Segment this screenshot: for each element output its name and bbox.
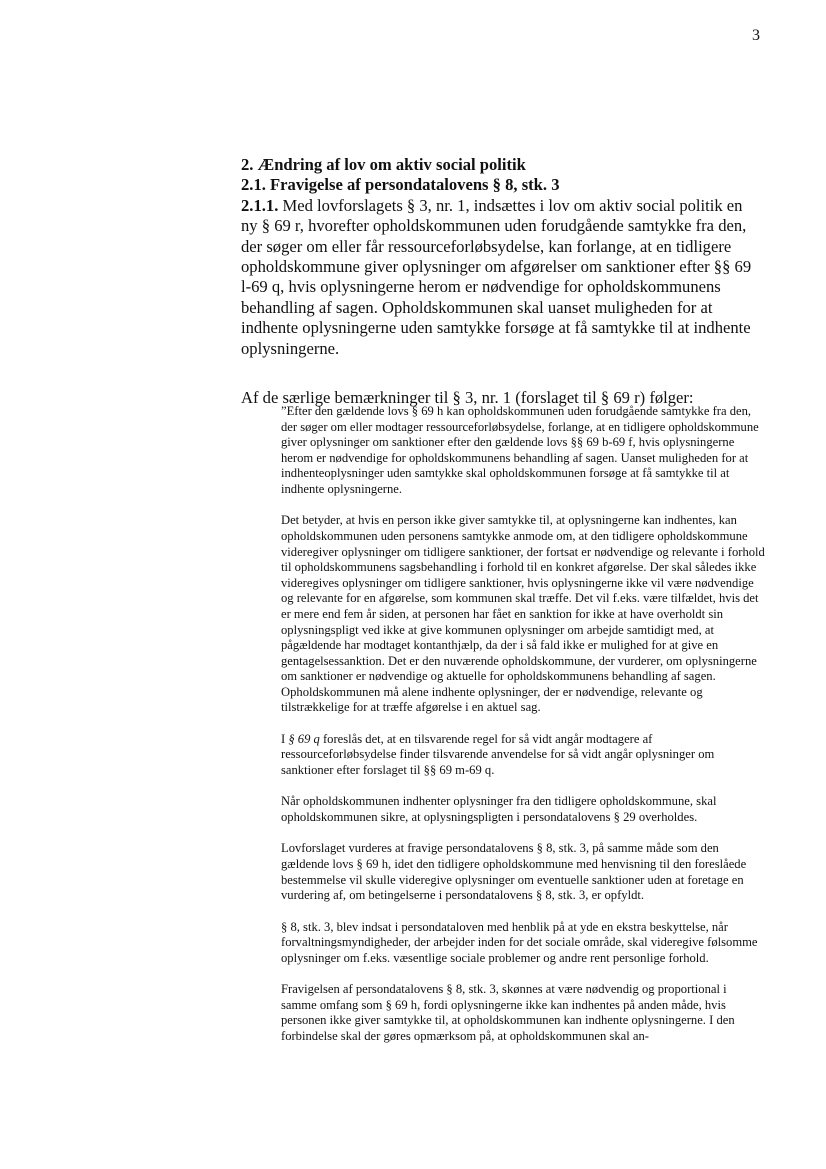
quote-paragraph-7: Fravigelsen af persondatalovens § 8, stk. 3, skønnes at være nødvendig og proportional i samme omfang som § 69 h, fordi oplysningerne ikke kan indhentes på anden måde, hvis personen ikke giver samtykke til, at opholdskommunen kan indhente oplysningerne. I den forbindelse skal der gøres opmærksom på, at opholdskommunen skal an-	[281, 982, 735, 1043]
subsection-heading: 2.1. Fravigelse af persondatalovens § 8, stk. 3	[241, 175, 560, 195]
quote-intro: Af de særlige bemærkninger til § 3, nr. 1 (forslaget til § 69 r) følger:	[241, 388, 694, 408]
quote-paragraph-1: ”Efter den gældende lovs § 69 h kan opholdskommunen uden forudgående samtykke fra den, der søger om eller modtager ressourceforløbsydelse, forlange, at en tidligere opholdskommune giver oplysninger om sanktioner efter den gældende lovs §§ 69 b-69 f, hvis oplysningerne herom er nødvendige for opholdskommunens behandling af sagen. Uanset muligheden for at indhenteoplysninger uden samtykke skal opholdskommunen forsøge at få samtykke til at indhente oplysningerne.	[281, 404, 759, 496]
quote-paragraph-6: § 8, stk. 3, blev indsat i persondataloven med henblik på at yde en ekstra beskyttelse, når forvaltningsmyndigheder, der arbejder inden for det sociale område, skal videregive følsomme oplysninger om f.eks. væsentlige sociale problemer og andre rent personlige forhold.	[281, 919, 758, 965]
main-text	[241, 155, 761, 408]
quote-p3-text: foreslås det, at en tilsvarende regel for så vidt angår modtagere af ressourceforløbsydelse finder tilsvarende anvendelse for så vidt angår oplysninger om sanktioner efter forslaget til §§ 69 m-69 q.	[281, 731, 715, 778]
quote-paragraph-2: Det betyder, at hvis en person ikke giver samtykke til, at oplysningerne kan indhentes, kan opholdskommunen uden personens samtykke anmode om, at den tidligere opholdskommune videregiver oplysninger om tidligere sanktioner, der fortsat er nødvendige og relevante i forhold til opholdskommunens sagsbehandling i forhold til en konkret afgørelse. Der skal således ikke videregives oplysninger om tidligere sanktioner, hvis oplysningerne ikke vil være nødvendige og relevante for en afgørelse, som kommunen skal træffe. Det vil f.eks. være tilfældet, hvis det er mere end fem år siden, at personen har fået en sanktion for ikke at have overholdt sin oplysningspligt ved ikke at give kommunen oplysninger om arbejde samtidigt med, at pågældende har modtaget kontanthjælp, da der i så fald ikke er mulighed for at give en gentagelsessanktion. Det er den nuværende opholdskommune, der vurderer, om oplysningerne om sanktioner er nødvendige og aktuelle for opholdskommunens behandling af sagen. Opholdskommunen må alene indhente oplysninger, der er nødvendige, relevante og tilstrækkelige for at træffe afgørelse i en aktuel sag.	[281, 513, 765, 715]
quote-paragraph-4: Når opholdskommunen indhenter oplysninger fra den tidligere opholdskommune, skal opholdskommunen sikre, at oplysningspligten i persondatalovens § 29 overholdes.	[281, 794, 717, 825]
quoted-remarks	[281, 404, 765, 1060]
section-number: 2.1.1.	[241, 195, 279, 215]
quote-paragraph-5: Lovforslaget vurderes at fravige persondatalovens § 8, stk. 3, på samme måde som den gældende lovs § 69 h, idet den tidligere opholdskommune med henvisning til den foreslåede bestemmelse vil skulle videregive oplysninger om eventuelle sanktioner uden at foretage en vurdering af, om betingelserne i persondatalovens § 8, stk. 3, er opfyldt.	[281, 841, 747, 903]
section-heading: 2. Ændring af lov om aktiv social politik	[241, 155, 526, 174]
page-number: 3	[752, 27, 760, 44]
section-2-1-1-paragraph	[241, 196, 761, 359]
quote-paragraph-3	[281, 732, 765, 779]
quote-p3-reference: § 69 q	[288, 731, 320, 746]
section-text: Med lovforslagets § 3, nr. 1, indsættes i lov om aktiv social politik en ny § 69 r, hvorefter opholdskommunen uden forudgående samtykke fra den, der søger om eller får ressourceforløbsydelse, kan forlange, at en tidligere opholdskommune giver oplysninger om afgørelser om sanktioner efter §§ 69 l-69 q, hvis oplysningerne herom er nødvendige for opholdskommunens behandling af sagen. Opholdskommunen skal uanset muligheden for at indhente oplysningerne uden samtykke forsøge at få samtykke til at indhente oplysningerne.	[241, 195, 752, 358]
quote-p3-prefix: I	[281, 731, 289, 746]
